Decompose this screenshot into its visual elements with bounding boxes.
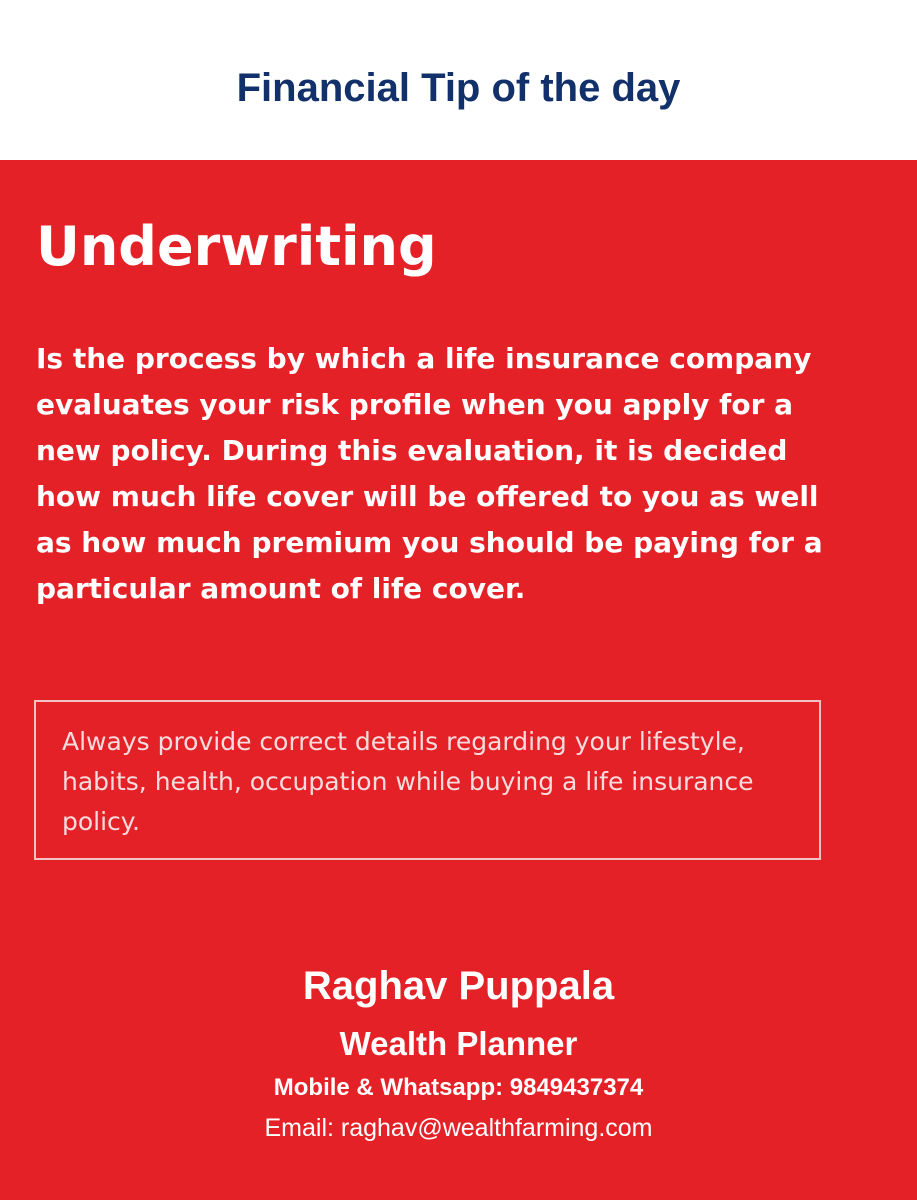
page-title: Financial Tip of the day [236, 66, 681, 110]
advisor-role: Wealth Planner [339, 1025, 578, 1062]
advisor-mobile: Mobile & Whatsapp: 9849437374 [273, 1074, 644, 1101]
term-headline: Underwriting [36, 215, 437, 278]
tip-text: Always provide correct details regarding your lifestyle, habits, health, occupation while buying a life insurance policy. [62, 727, 754, 836]
header [0, 0, 917, 160]
advisor-email: Email: raghav@wealthfarming.com [264, 1114, 653, 1142]
term-definition: Is the process by which a life insurance company evaluates your risk profile when you apply for a new policy. During this evaluation, it is decided how much life cover will be offered to you as well as how much premium you should be paying for a particular amount of life cover. [36, 342, 823, 605]
advisor-name: Raghav Puppala [302, 964, 615, 1008]
tip-box [34, 700, 821, 860]
